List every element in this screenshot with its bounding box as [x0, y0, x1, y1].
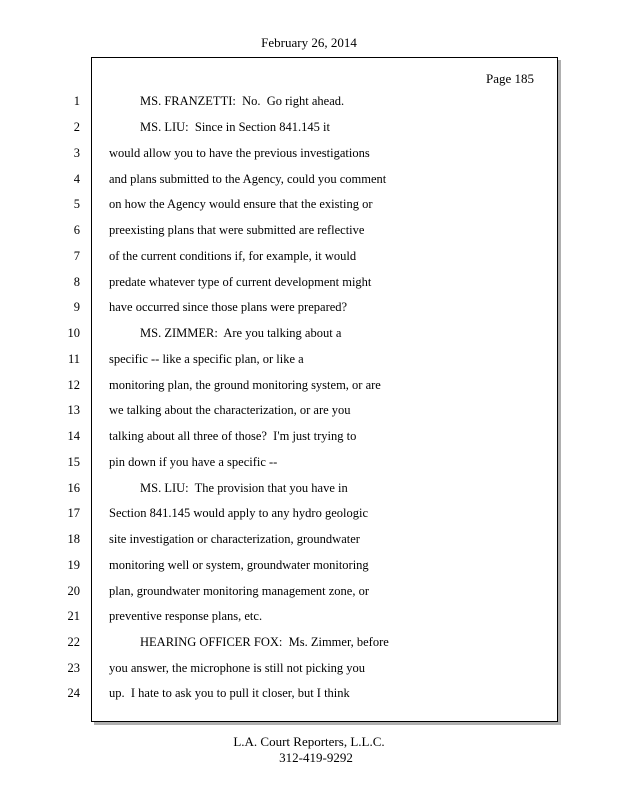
- line-number: 19: [67, 558, 80, 572]
- line-text: plan, groundwater monitoring management zone, or: [109, 584, 369, 598]
- line-number: 9: [73, 300, 80, 314]
- line-text: MS. FRANZETTI: No. Go right ahead.: [140, 94, 345, 108]
- line-number: 4: [73, 172, 80, 186]
- line-number: 3: [73, 146, 80, 160]
- header-date: February 26, 2014: [261, 35, 357, 50]
- line-number: 1: [73, 94, 80, 108]
- transcript-line: [0, 326, 560, 344]
- line-text: predate whatever type of current development might: [109, 275, 372, 289]
- line-text: on how the Agency would ensure that the existing or: [109, 197, 373, 211]
- line-text: you answer, the microphone is still not picking you: [109, 661, 366, 675]
- line-number: 23: [67, 661, 80, 675]
- line-text: HEARING OFFICER FOX: Ms. Zimmer, before: [140, 635, 389, 649]
- line-text: monitoring well or system, groundwater monitoring: [109, 558, 369, 572]
- line-number: 22: [67, 635, 80, 649]
- line-number: 8: [73, 275, 80, 289]
- line-text: preventive response plans, etc.: [109, 609, 263, 623]
- transcript-line: [0, 223, 560, 241]
- transcript-line: [0, 635, 560, 653]
- line-text: monitoring plan, the ground monitoring system, or are: [109, 378, 381, 392]
- transcript-line: [0, 481, 560, 499]
- line-text: up. I hate to ask you to pull it closer, but I think: [109, 686, 350, 700]
- line-text: MS. LIU: Since in Section 841.145 it: [140, 120, 330, 134]
- transcript-line: [0, 300, 560, 318]
- transcript-line: [0, 584, 560, 602]
- transcript-line: [0, 686, 560, 704]
- line-text: and plans submitted to the Agency, could you comment: [109, 172, 387, 186]
- line-number: 7: [73, 249, 80, 263]
- transcript-line: [0, 429, 560, 447]
- line-text: of the current conditions if, for example, it would: [109, 249, 357, 263]
- transcript-line: [0, 506, 560, 524]
- line-text: MS. LIU: The provision that you have in: [140, 481, 348, 495]
- line-number: 21: [67, 609, 80, 623]
- line-number: 14: [67, 429, 80, 443]
- line-number: 6: [73, 223, 80, 237]
- line-text: site investigation or characterization, groundwater: [109, 532, 360, 546]
- line-number: 2: [73, 120, 80, 134]
- page-number: Page 185: [485, 71, 534, 86]
- line-number: 10: [67, 326, 80, 340]
- transcript-line: [0, 249, 560, 267]
- transcript-line: [0, 532, 560, 550]
- transcript-line: [0, 172, 560, 190]
- line-text: have occurred since those plans were prepared?: [109, 300, 348, 314]
- transcript-line: [0, 120, 560, 138]
- line-number: 17: [67, 506, 80, 520]
- line-text: talking about all three of those? I'm just trying to: [109, 429, 357, 443]
- line-number: 11: [67, 352, 80, 366]
- transcript-line: [0, 558, 560, 576]
- transcript-line: [0, 94, 560, 112]
- line-text: would allow you to have the previous investigations: [109, 146, 370, 160]
- transcript-line: [0, 197, 560, 215]
- transcript-line: [0, 378, 560, 396]
- line-text: Section 841.145 would apply to any hydro geologic: [109, 506, 368, 520]
- line-text: preexisting plans that were submitted are reflective: [109, 223, 365, 237]
- line-number: 12: [67, 378, 80, 392]
- transcript-line: [0, 403, 560, 421]
- line-text: we talking about the characterization, or are you: [109, 403, 351, 417]
- footer-phone: 312-419-9292: [279, 750, 353, 765]
- transcript-line: [0, 455, 560, 473]
- line-text: specific -- like a specific plan, or like a: [109, 352, 304, 366]
- line-number: 24: [67, 686, 80, 700]
- transcript-line: [0, 146, 560, 164]
- line-number: 20: [67, 584, 80, 598]
- footer-company: L.A. Court Reporters, L.L.C.: [233, 734, 385, 749]
- transcript-line: [0, 275, 560, 293]
- line-number: 13: [67, 403, 80, 417]
- line-number: 15: [67, 455, 80, 469]
- line-number: 18: [67, 532, 80, 546]
- line-text: MS. ZIMMER: Are you talking about a: [140, 326, 342, 340]
- transcript-line: [0, 661, 560, 679]
- line-number: 16: [67, 481, 80, 495]
- line-number: 5: [73, 197, 80, 211]
- transcript-line: [0, 352, 560, 370]
- transcript-line: [0, 609, 560, 627]
- line-text: pin down if you have a specific --: [109, 455, 278, 469]
